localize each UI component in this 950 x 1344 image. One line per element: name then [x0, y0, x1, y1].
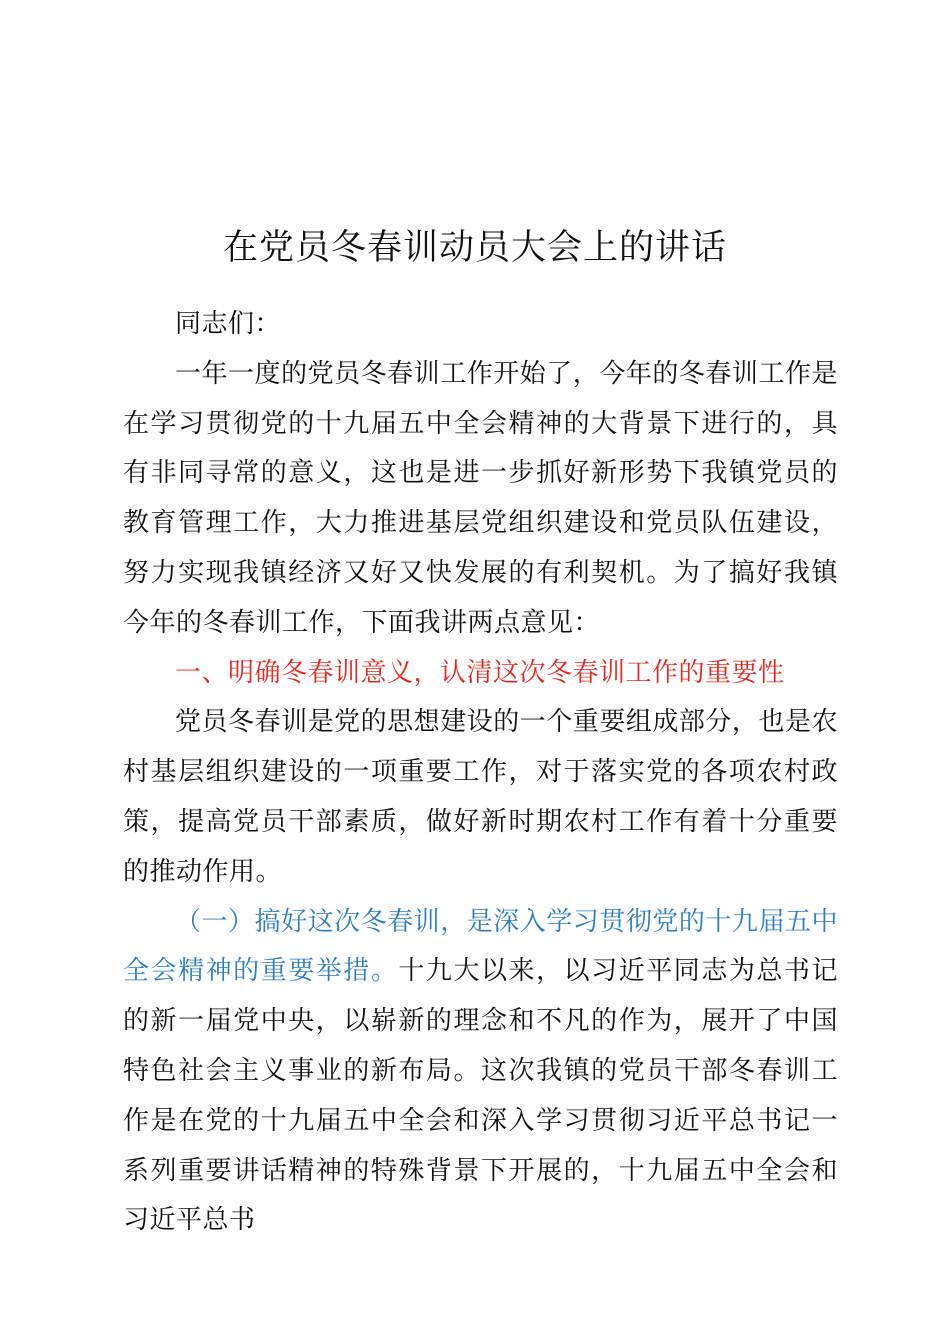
section-heading-1: 一、明确冬春训意义，认清这次冬春训工作的重要性 — [175, 657, 785, 688]
paragraph-subsection-1 — [123, 898, 838, 1247]
document-title: 在党员冬春训动员大会上的讲话 — [222, 228, 727, 268]
salutation: 同志们： — [175, 309, 282, 339]
paragraph-subsection-1-text: 十九大以来，以习近平同志为总书记的新一届党中央，以崭新的理念和不凡的作为，展开了中国特色社会主义事业的新布局。这次我镇的党员干部冬春训工作是在党的十九届五中全会和深入学习贯彻习近平总书记一系列重要讲话精神的特殊背景下开展的，十九届五中全会和习近平总书 — [123, 956, 838, 1236]
subsection-heading-1: （一）搞好这次冬春训，是深入学习贯彻党的十九届五中全会精神的重要举措。 — [123, 906, 838, 987]
paragraph-intro: 一年一度的党员冬春训工作开始了，今年的冬春训工作是在学习贯彻党的十九届五中全会精神的大背景下进行的，具有非同寻常的意义，这也是进一步抓好新形势下我镇党员的教育管理工作，大力推进基层党组织建设和党员队伍建设，努力实现我镇经济又好又快发展的有利契机。为了搞好我镇今年的冬春训工作，下面我讲两点意见： — [123, 358, 838, 638]
document-body — [123, 300, 838, 1246]
paragraph-section-1: 党员冬春训是党的思想建设的一个重要组成部分，也是农村基层组织建设的一项重要工作，对于落实党的各项农村政策，提高党员干部素质，做好新时期农村工作有着十分重要的推动作用。 — [123, 707, 838, 887]
